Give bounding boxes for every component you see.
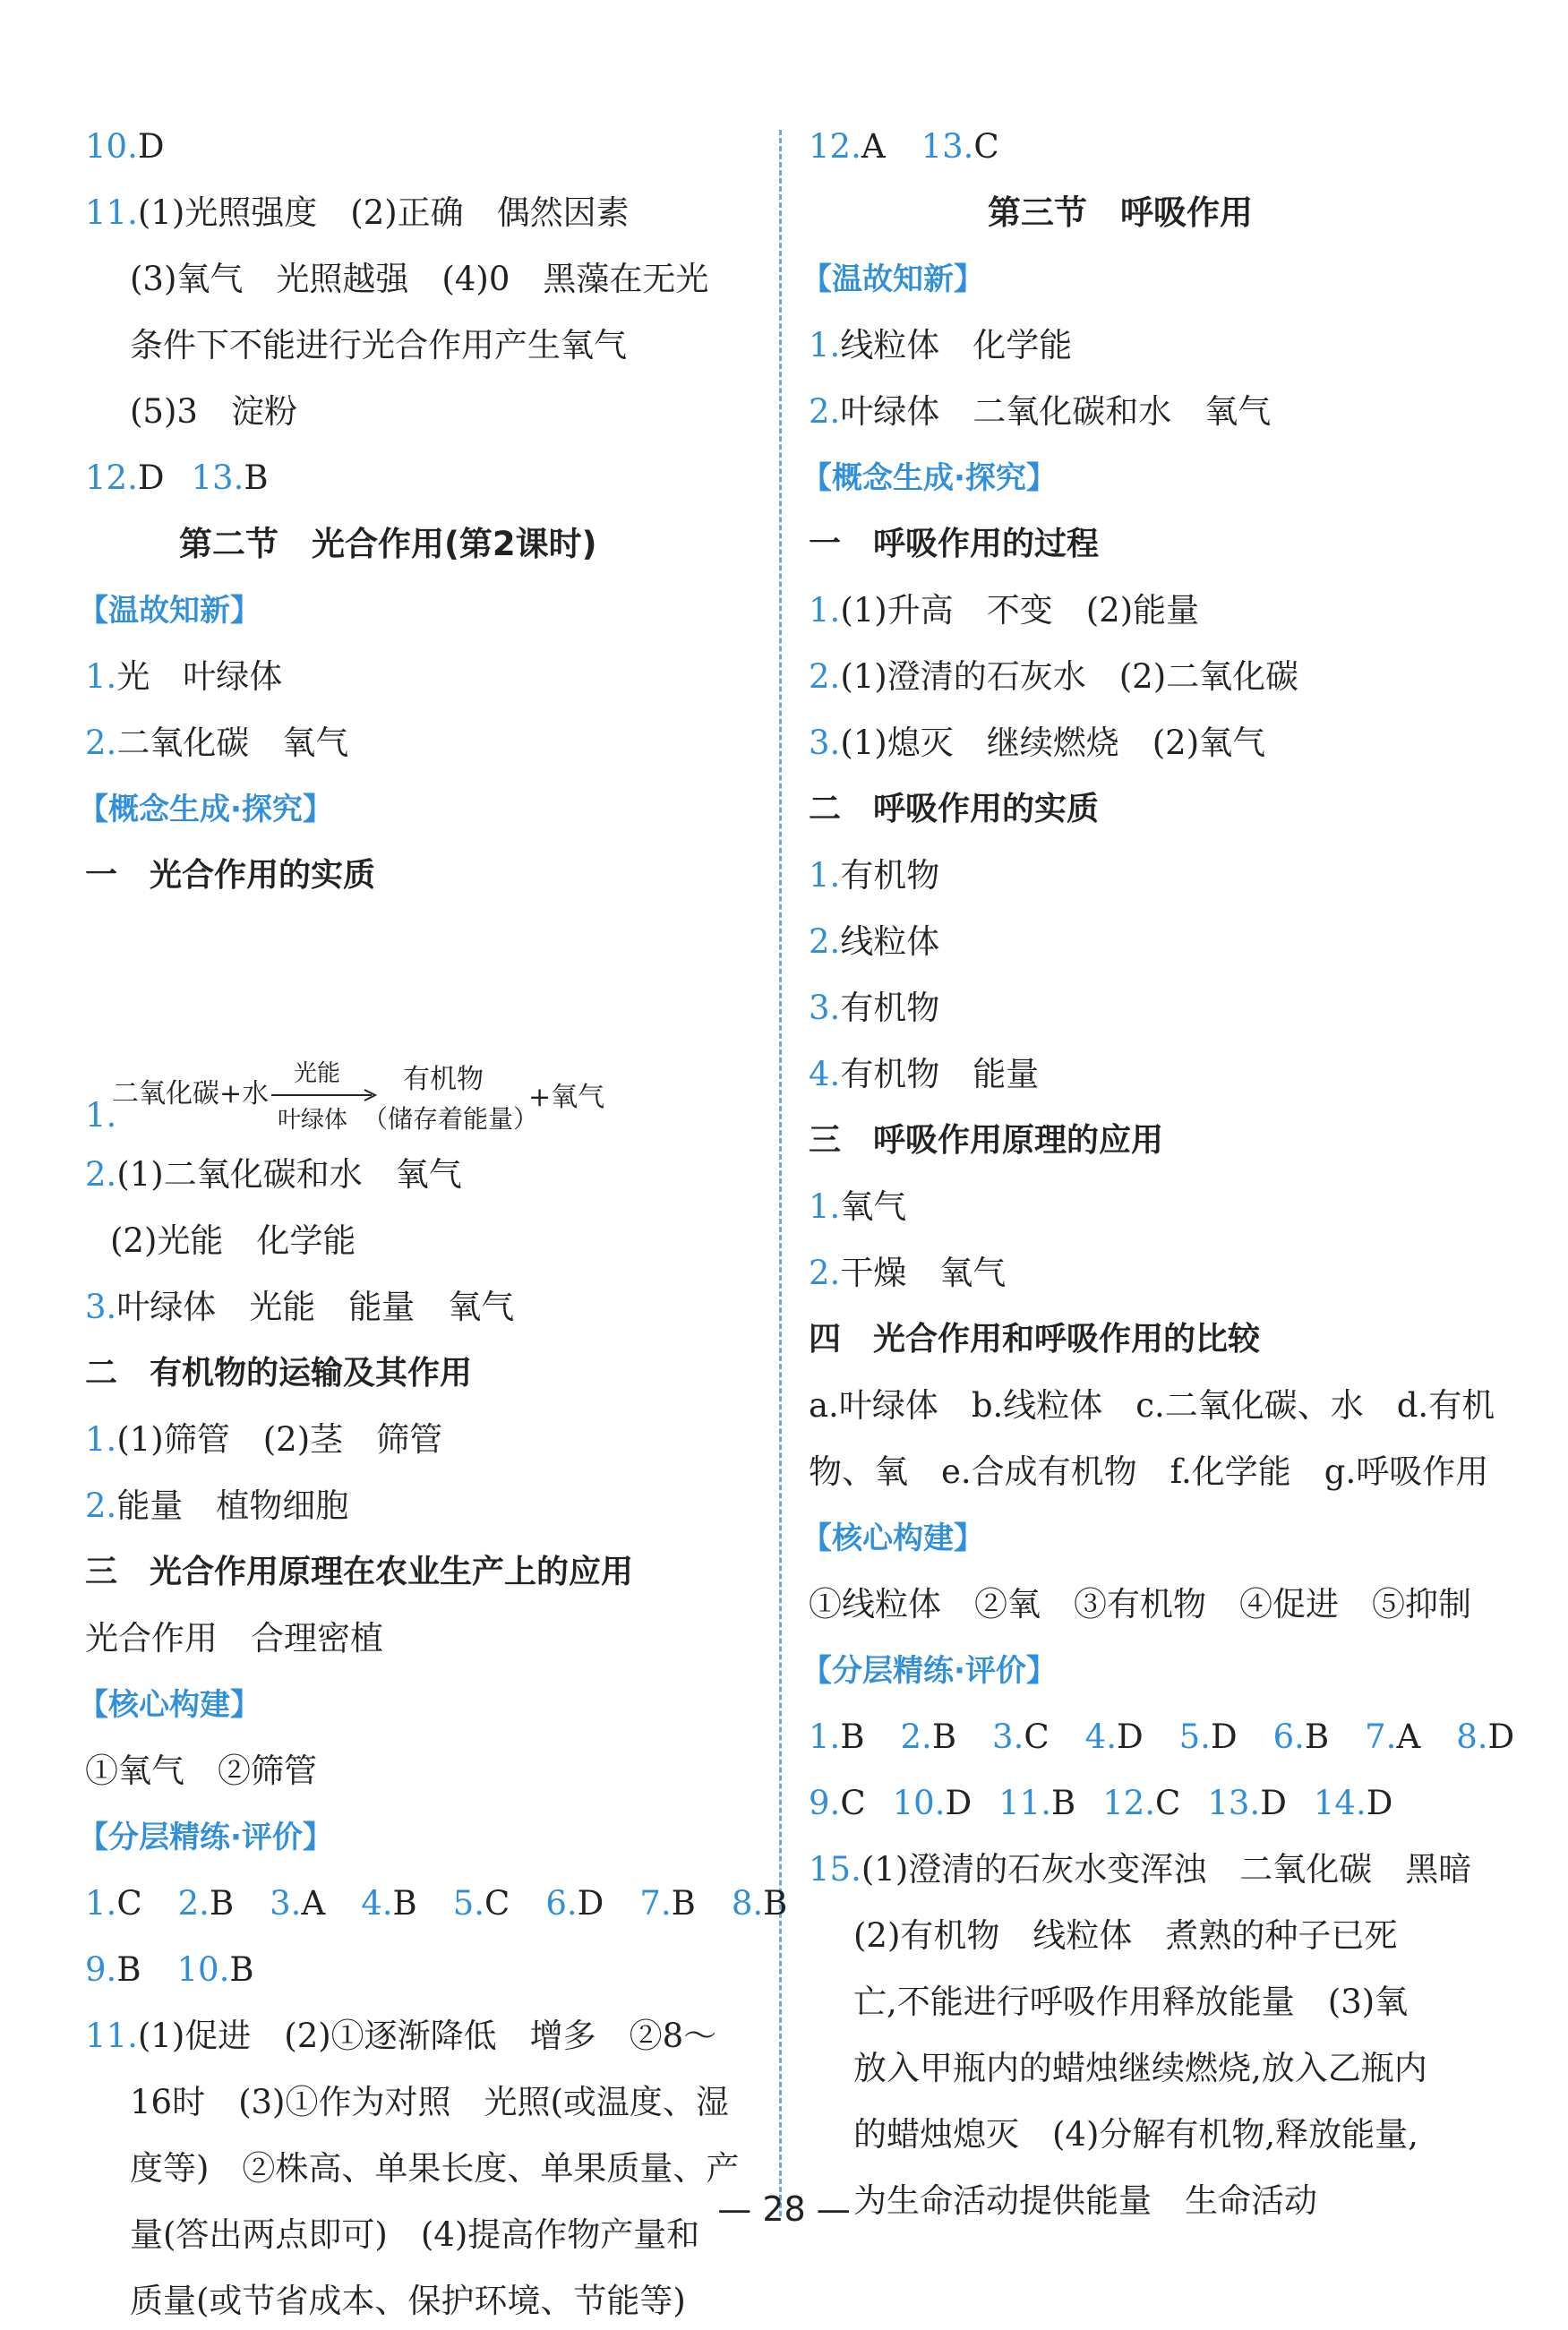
equation-condition-below: 叶绿体 — [278, 1107, 348, 1134]
subsection-heading: 二 有机物的运输及其作用 — [85, 1355, 473, 1392]
question-number: 8. — [731, 1884, 764, 1923]
answer-text: B — [1304, 1718, 1330, 1756]
answer-text: C — [116, 1884, 142, 1923]
question-number: 14. — [1313, 1784, 1367, 1822]
answer-line — [809, 390, 1271, 433]
answer-text: D — [1116, 1718, 1144, 1756]
answer-text: (1)熄灭 继续燃烧 (2)氧气 — [840, 724, 1266, 762]
answer-line — [809, 655, 1298, 698]
subsection-heading: 二 呼吸作用的实质 — [809, 791, 1100, 827]
answer-line: 放入甲瓶内的蜡烛继续燃烧,放入乙瓶内 — [853, 2049, 1427, 2087]
answer-text: (1)升高 不变 (2)能量 — [840, 591, 1200, 630]
question-number: 2. — [85, 1155, 117, 1194]
question-number: 1. — [809, 1718, 841, 1756]
answer-text: A — [1396, 1718, 1421, 1756]
section-title: 第二节 光合作用(第2课时) — [179, 525, 597, 563]
section-title: 第三节 呼吸作用 — [988, 193, 1253, 232]
answer-line — [809, 125, 999, 168]
question-number: 7. — [639, 1884, 672, 1923]
question-number: 13. — [921, 127, 974, 166]
answer-line: 物、氧 e.合成有机物 f.化学能 g.呼吸作用 — [809, 1452, 1489, 1491]
question-number: 2. — [900, 1718, 932, 1756]
question-number: 12. — [809, 127, 861, 166]
answer-text: D — [137, 127, 165, 166]
equation-reactants: 二氧化碳+水 — [112, 1078, 270, 1109]
answer-line — [85, 1286, 514, 1329]
question-number: 13. — [191, 458, 244, 497]
question-number: 10. — [892, 1784, 946, 1822]
answer-line — [809, 1252, 1006, 1295]
answer-text: (1)促进 (2)①逐渐降低 增多 ②8～ — [137, 2017, 717, 2055]
answer-line — [85, 192, 630, 235]
answer-line: 亡,不能进行呼吸作用释放能量 (3)氧 — [853, 1983, 1409, 2021]
answer-text: C — [484, 1884, 510, 1923]
question-number: 4. — [809, 1055, 841, 1093]
answer-text: (1)澄清的石灰水变浑浊 二氧化碳 黑暗 — [861, 1850, 1472, 1889]
answer-line: 量(答出两点即可) (4)提高作物产量和 — [130, 2215, 700, 2254]
answer-text: B — [116, 1950, 141, 1989]
answer-text: B — [931, 1718, 957, 1756]
answer-text: 光 叶绿体 — [116, 657, 283, 696]
answer-text: B — [229, 1950, 254, 1989]
answer-text: 二氧化碳 氧气 — [116, 724, 349, 762]
question-number: 2. — [85, 1486, 117, 1525]
answer-text: B — [671, 1884, 696, 1923]
answer-line — [809, 1186, 906, 1229]
question-number: 9. — [85, 1950, 117, 1989]
answer-line — [85, 655, 282, 698]
answer-text: A — [301, 1884, 326, 1923]
answer-text: 干燥 氧气 — [840, 1254, 1007, 1292]
question-number: 3. — [85, 1288, 117, 1326]
subsection-heading: 三 呼吸作用原理的应用 — [809, 1122, 1164, 1159]
answer-line: 条件下不能进行光合作用产生氧气 — [130, 326, 627, 364]
answer-row — [809, 1782, 1392, 1825]
question-number: 3. — [809, 724, 841, 762]
page-number: — 28 — — [717, 2189, 851, 2229]
question-number: 6. — [1272, 1718, 1305, 1756]
answer-line: a.叶绿体 b.线粒体 c.二氧化碳、水 d.有机 — [809, 1386, 1495, 1425]
section-tag: 【概念生成·探究】 — [78, 792, 333, 827]
question-number: 1. — [809, 326, 841, 364]
question-number: 2. — [85, 724, 117, 762]
subsection-heading: 四 光合作用和呼吸作用的比较 — [809, 1321, 1261, 1358]
question-number: 1. — [85, 1420, 117, 1459]
question-number: 11. — [85, 2017, 138, 2055]
section-tag: 【温故知新】 — [78, 593, 261, 629]
section-tag: 【分层精练·评价】 — [78, 1820, 333, 1855]
answer-text: D — [1487, 1718, 1515, 1756]
question-number: 2. — [809, 657, 841, 696]
answer-line: (5)3 淀粉 — [130, 392, 297, 431]
question-number: 1. — [85, 1884, 117, 1923]
question-number: 1. — [809, 1187, 841, 1226]
answer-line — [85, 457, 269, 500]
question-number: 2. — [809, 922, 841, 961]
answer-line — [809, 589, 1199, 632]
answer-text: C — [840, 1784, 866, 1822]
question-number: 3. — [270, 1884, 302, 1923]
answer-line — [85, 1153, 462, 1196]
question-number: 7. — [1365, 1718, 1397, 1756]
answer-line — [85, 1485, 348, 1528]
answer-line: (3)氧气 光照越强 (4)0 黑藻在无光 — [130, 260, 709, 298]
question-number: 8. — [1456, 1718, 1488, 1756]
answer-text: D — [945, 1784, 973, 1822]
answer-line — [809, 1848, 1471, 1891]
answer-line: 的蜡烛熄灭 (4)分解有机物,释放能量, — [853, 2115, 1418, 2154]
question-number: 1. — [85, 1096, 117, 1135]
question-number: 10. — [85, 127, 138, 166]
answer-row — [85, 1882, 787, 1925]
section-tag: 【概念生成·探究】 — [801, 460, 1057, 496]
answer-line — [85, 722, 348, 765]
question-number: 11. — [85, 193, 138, 232]
answer-text: B — [244, 458, 269, 497]
answer-text: C — [973, 127, 999, 166]
question-number: 1. — [809, 591, 841, 630]
equation-condition-above: 光能 — [294, 1060, 341, 1087]
answer-line — [809, 1053, 1039, 1096]
answer-text: C — [1024, 1718, 1050, 1756]
section-tag: 【核心构建】 — [78, 1687, 261, 1723]
answer-text: 线粒体 化学能 — [840, 326, 1073, 364]
answer-text: 叶绿体 光能 能量 氧气 — [116, 1288, 515, 1326]
answer-text: (1)二氧化碳和水 氧气 — [116, 1155, 462, 1194]
answer-text: D — [1366, 1784, 1393, 1822]
answer-text: D — [1210, 1718, 1238, 1756]
answer-line — [809, 722, 1265, 765]
question-number: 2. — [809, 1254, 841, 1292]
answer-line: 度等) ②株高、单果长度、单果质量、产 — [130, 2149, 740, 2188]
answer-line: 质量(或节省成本、保护环境、节能等) — [130, 2282, 686, 2320]
answer-text: (1)光照强度 (2)正确 偶然因素 — [137, 193, 630, 232]
answer-text: (1)筛管 (2)茎 筛管 — [116, 1420, 443, 1459]
answer-row — [809, 1716, 1514, 1759]
answer-text: B — [763, 1884, 788, 1923]
answer-text: A — [861, 127, 886, 166]
question-number: 2. — [177, 1884, 210, 1923]
answer-text: D — [1260, 1784, 1287, 1822]
question-number: 10. — [176, 1950, 230, 1989]
answer-line: 16时 (3)①作为对照 光照(或温度、湿 — [130, 2083, 729, 2121]
answer-text: B — [392, 1884, 417, 1923]
answer-text: B — [209, 1884, 235, 1923]
answer-line: ①氧气 ②筛管 — [85, 1752, 317, 1790]
answer-text: D — [137, 458, 165, 497]
question-number: 5. — [452, 1884, 485, 1923]
question-number: 1. — [809, 856, 841, 895]
question-number: 11. — [998, 1784, 1051, 1822]
subsection-heading: 一 光合作用的实质 — [85, 857, 376, 894]
answer-line: (2)有机物 线粒体 煮熟的种子已死 — [853, 1916, 1398, 1955]
answer-text: B — [840, 1718, 865, 1756]
answer-text: 叶绿体 二氧化碳和水 氧气 — [840, 392, 1272, 431]
answer-line — [85, 2015, 716, 2058]
subsection-heading: 三 光合作用原理在农业生产上的应用 — [85, 1554, 634, 1590]
question-number: 3. — [992, 1718, 1024, 1756]
answer-line: 光合作用 合理密植 — [85, 1619, 383, 1658]
answer-line — [809, 854, 939, 897]
equation-product: 有机物 — [403, 1064, 484, 1095]
answer-line — [85, 125, 165, 168]
answer-line: 为生命活动提供能量 生命活动 — [853, 2181, 1317, 2220]
answer-text: B — [1050, 1784, 1076, 1822]
section-tag: 【分层精练·评价】 — [801, 1653, 1057, 1689]
equation-byproduct: +氧气 — [528, 1082, 605, 1113]
subsection-heading: 一 呼吸作用的过程 — [809, 526, 1100, 562]
question-number: 6. — [545, 1884, 578, 1923]
question-number: 13. — [1207, 1784, 1261, 1822]
question-number: 2. — [809, 392, 841, 431]
answer-row — [85, 1949, 254, 1992]
question-number: 12. — [85, 458, 138, 497]
answer-text: 有机物 — [840, 989, 940, 1027]
answer-text: D — [577, 1884, 604, 1923]
answer-line — [809, 987, 939, 1030]
reaction-arrow-icon — [271, 1089, 377, 1101]
question-number: 4. — [361, 1884, 393, 1923]
photosynthesis-equation — [85, 1057, 712, 1146]
answer-line: (2)光能 化学能 — [110, 1221, 356, 1260]
question-number: 4. — [1084, 1718, 1117, 1756]
answer-text: 有机物 能量 — [840, 1055, 1040, 1093]
question-number: 15. — [809, 1850, 861, 1889]
answer-text: C — [1155, 1784, 1181, 1822]
answer-line: ①线粒体 ②氧 ③有机物 ④促进 ⑤抑制 — [809, 1585, 1471, 1623]
answer-line — [809, 324, 1072, 367]
question-number: 1. — [85, 657, 117, 696]
answer-line — [85, 1418, 442, 1461]
question-number: 3. — [809, 989, 841, 1027]
section-tag: 【温故知新】 — [801, 261, 984, 297]
answer-text: 有机物 — [840, 856, 940, 895]
section-tag: 【核心构建】 — [801, 1520, 984, 1556]
answer-text: (1)澄清的石灰水 (2)二氧化碳 — [840, 657, 1299, 696]
answer-line — [809, 921, 939, 964]
answer-text: 氧气 — [840, 1187, 907, 1226]
question-number: 5. — [1178, 1718, 1211, 1756]
question-number: 9. — [809, 1784, 841, 1822]
equation-product-note: （储存着能量） — [363, 1104, 539, 1134]
answer-text: 能量 植物细胞 — [116, 1486, 349, 1525]
question-number: 12. — [1102, 1784, 1156, 1822]
answer-text: 线粒体 — [840, 922, 940, 961]
